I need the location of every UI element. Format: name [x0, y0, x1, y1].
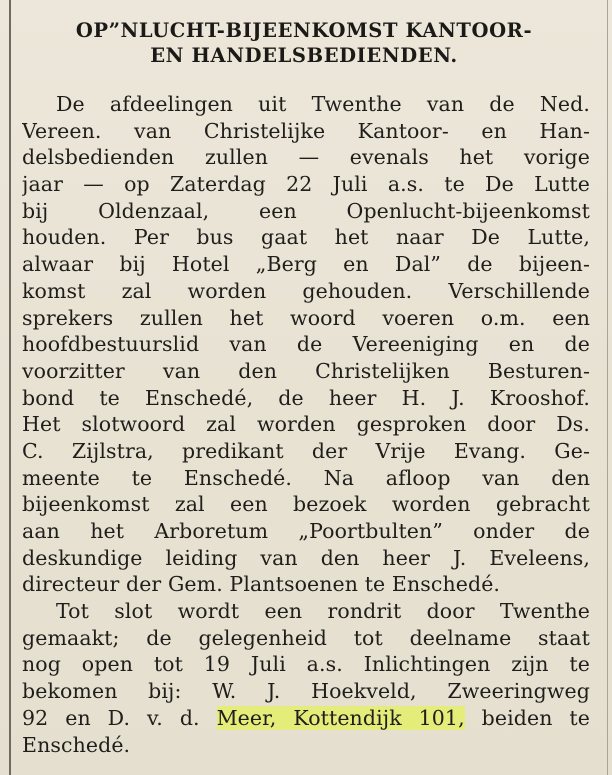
- body-line: komst zal worden gehouden. Verschillende: [22, 278, 590, 303]
- body-line: hoofdbestuurslid van de Vereeniging en de: [22, 332, 590, 357]
- column-rule-right: [607, 0, 608, 775]
- highlighted-address: Meer, Kottendijk 101,: [216, 705, 465, 730]
- body-line-highlighted: [22, 705, 590, 732]
- body-line: Tot slot wordt een rondrit door Twenthe: [56, 599, 590, 624]
- headline-line-1: OP”NLUCHT-BIJEENKOMST KANTOOR-: [75, 19, 533, 42]
- body-line: houden. Per bus gaat het naar De Lutte,: [22, 225, 590, 250]
- body-line: voorzitter van den Christelijken Besturen-: [22, 358, 590, 383]
- body-line: nog open tot 19 Juli a.s. Inlichtingen zijn te: [22, 652, 590, 677]
- body-line: bijeenkomst zal een bezoek worden gebracht: [22, 492, 590, 517]
- article-headline: [20, 18, 588, 68]
- body-line: delsbedienden zullen — evenals het vorige: [22, 145, 590, 170]
- body-line-last: Enschedé.: [22, 732, 131, 757]
- body-line: gemaakt; de gelegenheid tot deelname staat: [22, 625, 590, 650]
- body-line: Vereen. van Christelijke Kantoor- en Han-: [22, 118, 590, 143]
- body-line: deskundige leiding van den heer J. Eveleens,: [22, 545, 590, 570]
- body-text-segment: beiden te: [464, 705, 590, 730]
- body-line: jaar — op Zaterdag 22 Juli a.s. te De Lutte: [22, 172, 590, 197]
- body-line: alwaar bij Hotel „Berg en Dal” de bijeen-: [22, 252, 590, 277]
- body-line: C. Zijlstra, predikant der Vrije Evang. Ge-: [22, 438, 590, 463]
- body-line: bij Oldenzaal, een Openlucht-bijeenkomst: [22, 198, 590, 223]
- body-line: Het slotwoord zal worden gesproken door Ds.: [22, 412, 590, 437]
- body-text-segment: 92 en D. v. d.: [22, 705, 217, 730]
- column-rule-left: [9, 0, 11, 775]
- headline-line-2: EN HANDELSBEDIENDEN.: [150, 44, 458, 67]
- article-body: [22, 91, 590, 758]
- body-line: meente te Enschedé. Na afloop van den: [22, 465, 590, 490]
- body-line: aan het Arboretum „Poortbulten” onder de: [22, 519, 590, 543]
- body-line: De afdeelingen uit Twenthe van de Ned.: [56, 92, 590, 116]
- body-line: sprekers zullen het woord voeren o.m. een: [22, 305, 590, 330]
- body-line: directeur der Gem. Plantsoenen te Enschedé.: [22, 572, 501, 597]
- body-line: bond te Enschedé, de heer H. J. Krooshof.: [22, 385, 590, 410]
- body-line: bekomen bij: W. J. Hoekveld, Zweeringweg: [22, 679, 590, 704]
